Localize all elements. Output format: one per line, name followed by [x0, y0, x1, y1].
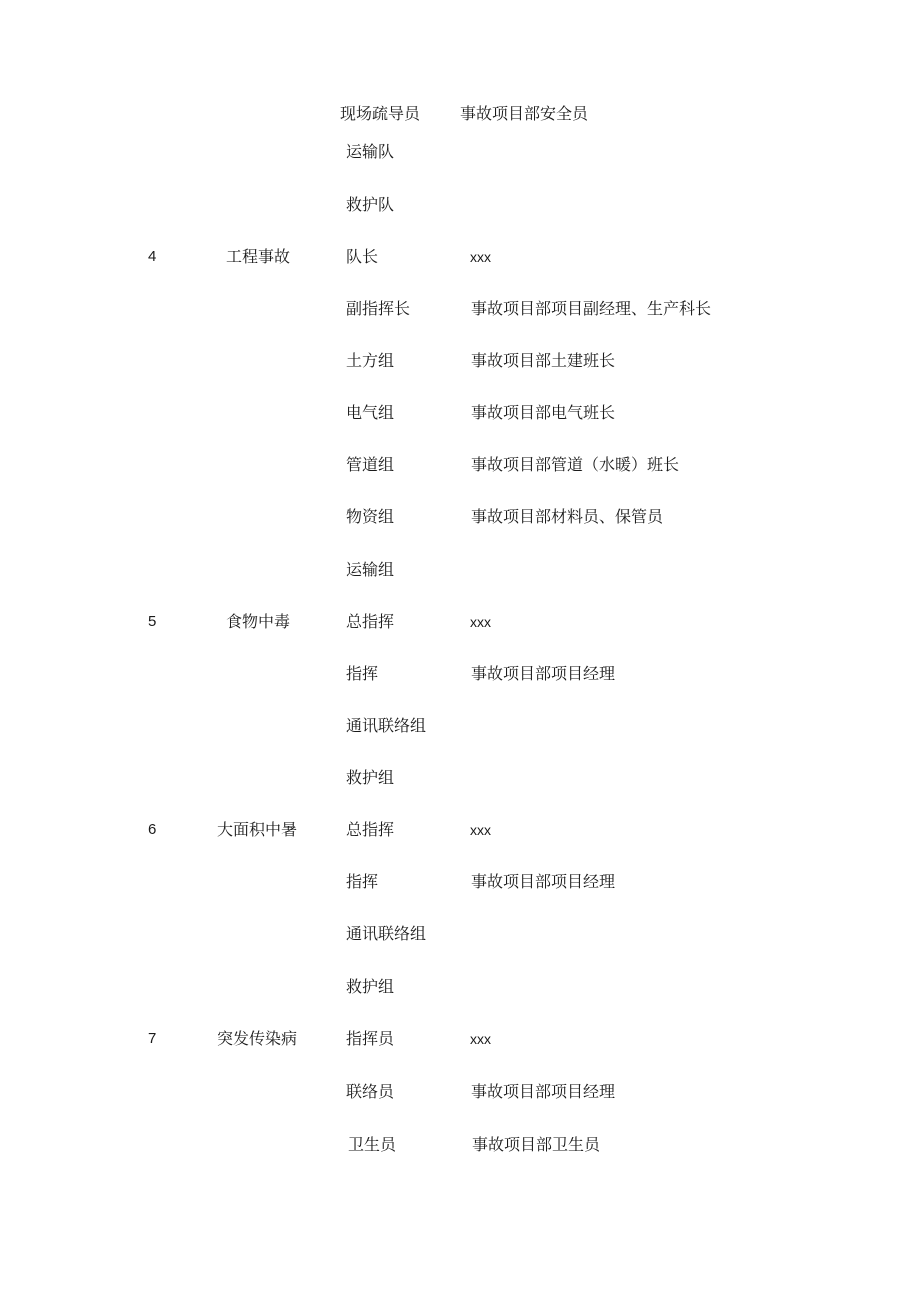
group-role: 指挥员: [346, 1029, 395, 1048]
group-role: 物资组: [346, 507, 395, 526]
group-person: xxx: [470, 822, 491, 838]
group-number: 7: [148, 1030, 157, 1047]
group-role: 副指挥长: [346, 299, 411, 318]
group-role: 救护组: [346, 768, 395, 787]
group-person: 事故项目部项目经理: [471, 664, 616, 683]
header-person: 事故项目部安全员: [460, 104, 589, 123]
group-person: 事故项目部项目副经理、生产科长: [471, 299, 712, 318]
group-number: 4: [148, 248, 157, 265]
group-role: 总指挥: [346, 820, 395, 839]
group-role: 电气组: [346, 403, 395, 422]
group-number: 6: [148, 821, 157, 838]
continuation-role: 运输队: [346, 142, 395, 161]
group-event: 食物中毒: [226, 612, 291, 631]
group-role: 土方组: [346, 351, 395, 370]
group-event: 突发传染病: [217, 1029, 298, 1048]
group-person: 事故项目部管道（水暖）班长: [471, 455, 680, 474]
group-person: 事故项目部项目经理: [471, 872, 616, 891]
group-role: 通讯联络组: [346, 716, 427, 735]
group-person: 事故项目部卫生员: [472, 1135, 601, 1154]
group-number: 5: [148, 613, 157, 630]
group-role: 联络员: [346, 1082, 395, 1101]
group-person: 事故项目部项目经理: [471, 1082, 616, 1101]
group-role: 通讯联络组: [346, 924, 427, 943]
group-person: 事故项目部土建班长: [471, 351, 616, 370]
group-role: 队长: [346, 247, 379, 266]
group-person: 事故项目部材料员、保管员: [471, 507, 664, 526]
group-role: 指挥: [346, 872, 379, 891]
group-person: xxx: [470, 614, 491, 630]
group-role: 运输组: [346, 560, 395, 579]
group-person: xxx: [470, 1031, 491, 1047]
continuation-role: 救护队: [346, 195, 395, 214]
group-role: 管道组: [346, 455, 395, 474]
group-role: 卫生员: [348, 1135, 397, 1154]
group-event: 工程事故: [226, 247, 291, 266]
group-person: 事故项目部电气班长: [471, 403, 616, 422]
group-role: 救护组: [346, 977, 395, 996]
group-role: 指挥: [346, 664, 379, 683]
header-role: 现场疏导员: [340, 104, 421, 123]
group-person: xxx: [470, 249, 491, 265]
group-event: 大面积中暑: [217, 820, 298, 839]
group-role: 总指挥: [346, 612, 395, 631]
